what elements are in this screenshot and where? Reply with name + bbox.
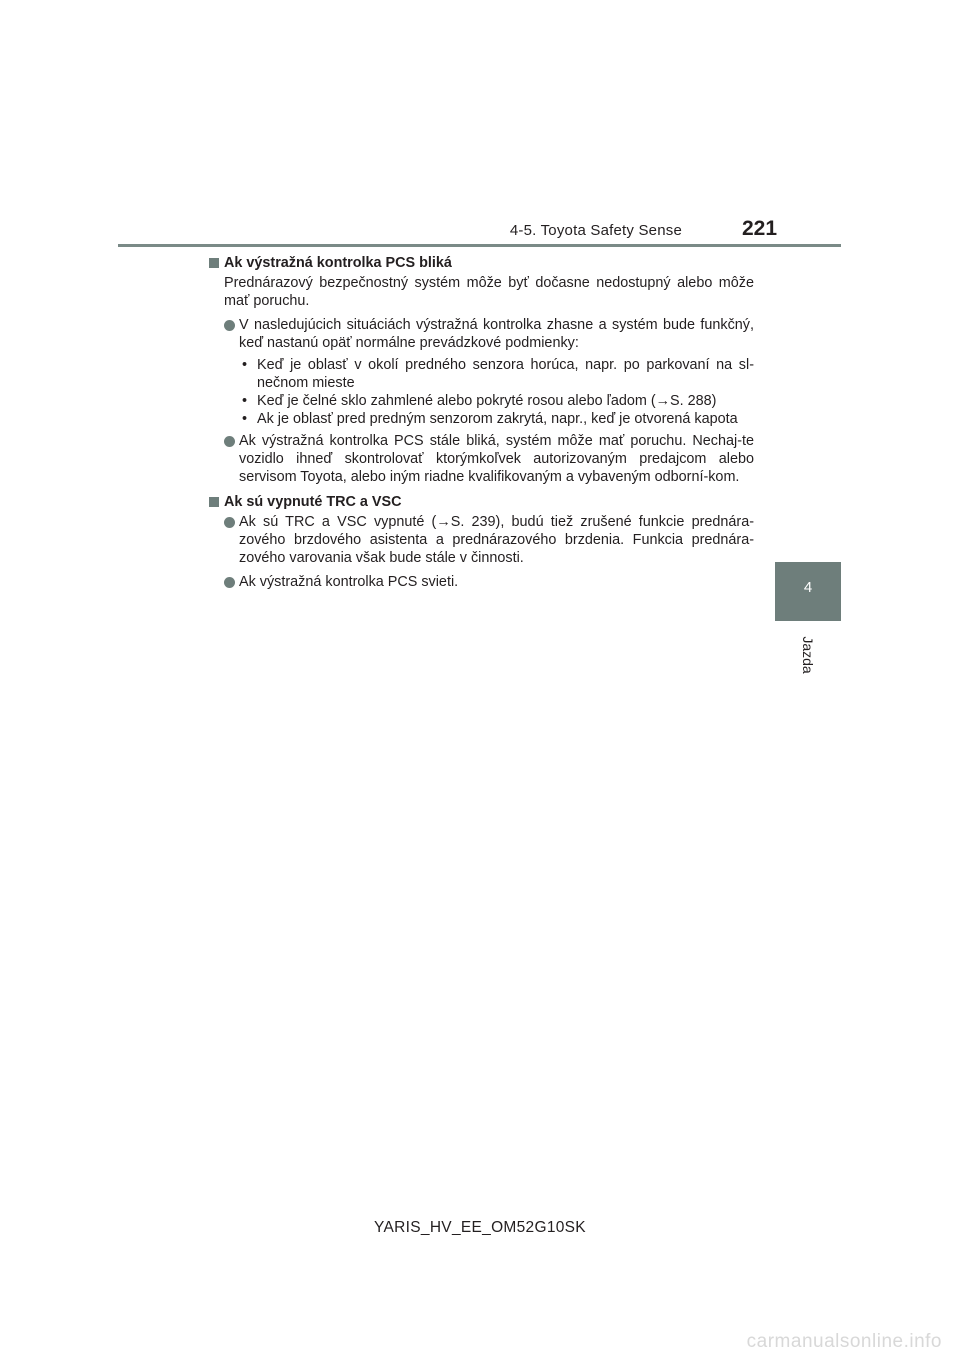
circle-bullet-icon — [224, 577, 235, 588]
dot-marker: • — [242, 411, 248, 427]
square-bullet-icon — [209, 258, 219, 268]
header-rule — [118, 244, 841, 247]
sub-item-text: Ak je oblasť pred predným senzorom zakrytá, napr., keď je otvorená kapota — [257, 411, 738, 427]
bullet-text: Ak výstražná kontrolka PCS svieti. — [239, 574, 459, 590]
section-heading-pcs-blinking — [209, 254, 754, 272]
sub-item-text: Keď je čelné sklo zahmlené alebo pokryté rosou alebo ľadom (→S. 288) — [257, 393, 717, 409]
sub-item-text: Keď je oblasť v okolí predného senzora horúca, napr. po parkovaní na sl-nečnom mieste — [257, 357, 754, 391]
bullet-item — [224, 432, 754, 486]
circle-bullet-icon — [224, 320, 235, 331]
bullet-text: V nasledujúcich situáciách výstražná kontrolka zhasne a systém bude funkčný, keď nastanú opäť normálne prevádzkové podmienky: — [239, 317, 754, 351]
paragraph: Prednárazový bezpečnostný systém môže byť dočasne nedostupný alebo môže mať poruchu. — [224, 275, 754, 309]
bullet-text: Ak sú TRC a VSC vypnuté (→S. 239), budú tiež zrušené funkcie prednára-zového brzdového asistenta a prednárazového brzdenia. Funkcia prednára-zového varovania však bude stále v činnosti. — [239, 514, 754, 566]
square-bullet-icon — [209, 497, 219, 507]
sub-item — [239, 410, 754, 428]
bullet-item — [224, 573, 754, 591]
watermark-text: carmanualsonline.info — [746, 1330, 942, 1352]
main-content — [209, 254, 754, 591]
chapter-tab-number: 4 — [803, 579, 813, 596]
dot-marker: • — [242, 393, 248, 409]
header-section-title: 4-5. Toyota Safety Sense — [509, 222, 682, 239]
bullet-item — [224, 316, 754, 352]
circle-bullet-icon — [224, 517, 235, 528]
footer-doc-code: YARIS_HV_EE_OM52G10SK — [374, 1219, 586, 1236]
watermark-bar — [0, 1325, 960, 1358]
page-number: 221 — [742, 217, 778, 240]
section-title: Ak výstražná kontrolka PCS bliká — [224, 255, 452, 271]
dot-marker: • — [242, 357, 248, 373]
section-heading-trc-vsc-off — [209, 493, 754, 511]
bullet-item — [224, 513, 754, 567]
circle-bullet-icon — [224, 436, 235, 447]
chapter-tab-label: Jazda — [800, 636, 816, 674]
sub-item — [239, 392, 754, 410]
sub-item — [239, 356, 754, 392]
bullet-text: Ak výstražná kontrolka PCS stále bliká, systém môže mať poruchu. Nechaj-te vozidlo ihneď skontrolovať ktorýmkoľvek autorizovaným predajcom alebo servisom Toyota, alebo iným riadne kvalifikovaným a vybaveným odborní-kom. — [239, 433, 754, 485]
section-title: Ak sú vypnuté TRC a VSC — [224, 494, 402, 510]
chapter-tab[interactable] — [775, 562, 841, 621]
